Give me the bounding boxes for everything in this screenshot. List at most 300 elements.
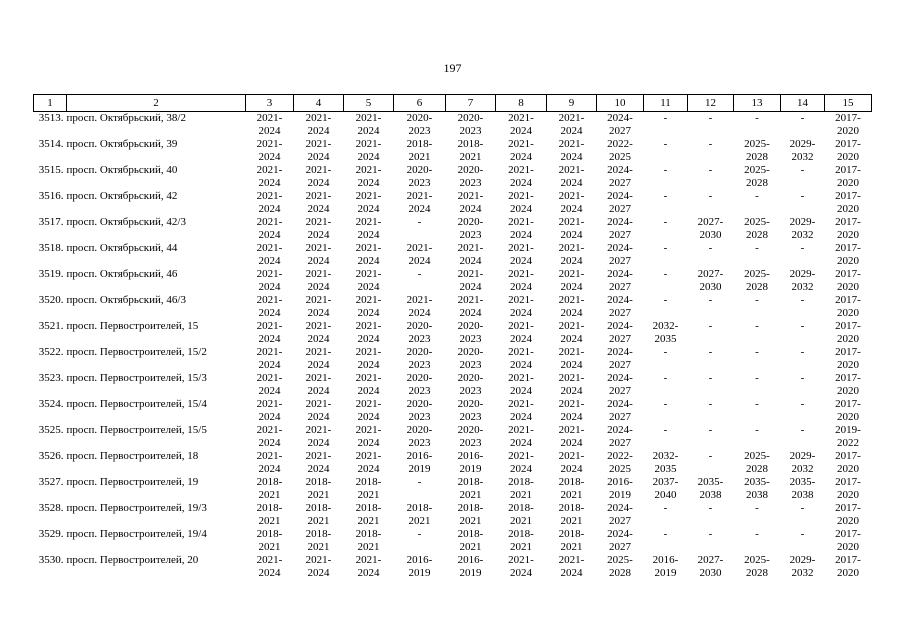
year-range-cell (734, 528, 781, 554)
year-value: 2024 (307, 462, 330, 475)
year-value: 2021- (457, 268, 484, 280)
year-value: 2020- (406, 398, 433, 410)
year-range-cell (644, 294, 688, 320)
table-row (34, 242, 872, 268)
year-value: 2024 (258, 410, 281, 423)
year-value: 2021- (355, 216, 382, 228)
year-range-cell (781, 476, 825, 502)
year-value: 2032 (791, 462, 814, 475)
year-value: 2017- (835, 190, 861, 202)
year-value: 2020 (837, 332, 859, 345)
year-value: 2028 (746, 228, 768, 241)
column-header: 13 (734, 95, 781, 112)
year-value: 2024 (258, 124, 281, 137)
year-value: 2024 (560, 202, 583, 215)
year-value: 2024- (607, 294, 633, 306)
year-range-cell (344, 268, 394, 294)
year-value: - (800, 372, 805, 384)
table-row (34, 294, 872, 320)
year-value: 2018- (508, 476, 534, 488)
year-value: 2018- (508, 502, 534, 514)
row-number: 3514. (38, 138, 64, 150)
year-value: 2021- (256, 554, 283, 566)
year-value: 2021 (408, 150, 431, 163)
year-value: 2021- (256, 450, 283, 462)
year-range-cell (597, 216, 644, 242)
year-range-cell (644, 138, 688, 164)
year-value: 2020- (457, 424, 484, 436)
year-value: 2024 (560, 384, 583, 397)
year-range-cell (547, 112, 597, 139)
year-value: - (663, 528, 668, 540)
year-value: 2021- (508, 164, 534, 176)
year-range-cell (394, 372, 446, 398)
year-range-cell (781, 502, 825, 528)
address: просп. Первостроителей, 19 (66, 476, 199, 488)
year-value: 2024- (607, 112, 633, 124)
year-value: 2024 (258, 280, 281, 293)
year-range-cell (344, 424, 394, 450)
year-value: 2020 (837, 488, 859, 501)
year-value: 2021- (256, 216, 283, 228)
year-range-cell (446, 242, 496, 268)
year-value: 2023 (408, 436, 431, 449)
year-range-cell (496, 268, 547, 294)
year-value: 2024 (510, 124, 532, 137)
year-range-cell (688, 372, 734, 398)
year-value: 2032 (791, 280, 814, 293)
year-value: 2021- (508, 216, 534, 228)
year-value: 2021 (258, 540, 281, 553)
year-range-cell (688, 242, 734, 268)
year-value: 2023 (408, 410, 431, 423)
year-value: 2024 (307, 436, 330, 449)
year-value: 2021- (406, 190, 433, 202)
year-value: - (417, 528, 422, 540)
year-range-cell (597, 138, 644, 164)
year-range-cell (344, 112, 394, 139)
year-value: 2032 (791, 566, 814, 579)
year-value: 2021- (355, 112, 382, 124)
year-range-cell (597, 294, 644, 320)
year-range-cell (825, 294, 872, 320)
year-value: 2024 (357, 566, 380, 579)
year-value: - (708, 528, 713, 540)
year-value: 2018- (355, 476, 382, 488)
table-row (34, 216, 872, 242)
year-value: 2021- (256, 346, 283, 358)
year-value: 2018- (558, 476, 585, 488)
year-value: 2027 (609, 124, 631, 137)
year-value: 2024 (560, 254, 583, 267)
year-value: 2019 (654, 566, 677, 579)
year-value: 2020- (457, 320, 484, 332)
year-range-cell (734, 216, 781, 242)
year-range-cell (688, 190, 734, 216)
year-range-cell (547, 424, 597, 450)
repair-schedule-table (33, 94, 872, 580)
year-range-cell (446, 450, 496, 476)
year-value: 2021- (508, 294, 534, 306)
year-value: - (800, 346, 805, 358)
year-value: 2018- (256, 502, 283, 514)
year-range-cell (294, 554, 344, 580)
year-value: 2021- (558, 424, 585, 436)
year-value: - (755, 294, 759, 306)
year-value: 2021- (256, 138, 283, 150)
year-value: 2021- (508, 242, 534, 254)
year-value: 2021 (560, 540, 583, 553)
year-value: 2021- (305, 242, 332, 254)
year-range-cell (394, 346, 446, 372)
year-value: - (708, 164, 713, 176)
year-value: 2024 (258, 176, 281, 189)
year-value: - (755, 190, 759, 202)
year-value: 2021- (256, 398, 283, 410)
year-range-cell (394, 294, 446, 320)
year-value: 2021- (558, 398, 585, 410)
year-range-cell (344, 398, 394, 424)
year-value: 2024 (408, 202, 431, 215)
table-body (34, 112, 872, 581)
year-range-cell (688, 450, 734, 476)
year-value: 2027 (609, 358, 631, 371)
year-value: 2024 (459, 254, 482, 267)
year-range-cell (644, 554, 688, 580)
year-range-cell (734, 502, 781, 528)
year-value: 2020 (837, 462, 859, 475)
year-value: 2030 (699, 280, 722, 293)
year-value: 2017- (835, 320, 861, 332)
year-range-cell (644, 424, 688, 450)
year-value: 2029- (789, 554, 816, 566)
year-range-cell (825, 476, 872, 502)
year-value: 2020 (837, 410, 859, 423)
year-range-cell (644, 112, 688, 139)
column-header: 4 (294, 95, 344, 112)
year-range-cell (294, 242, 344, 268)
year-value: - (708, 424, 713, 436)
year-range-cell (734, 138, 781, 164)
year-value: 2021- (558, 138, 585, 150)
year-range-cell (825, 398, 872, 424)
year-value: 2027 (609, 332, 631, 345)
address: просп. Первостроителей, 15/3 (66, 372, 207, 384)
year-value: 2024- (607, 164, 633, 176)
year-value: 2021 (357, 514, 380, 527)
year-value: 2021 (258, 514, 281, 527)
year-range-cell (597, 424, 644, 450)
year-value: - (663, 346, 668, 358)
year-value: 2024 (307, 384, 330, 397)
year-value: 2027- (697, 554, 724, 566)
year-value: 2024 (510, 176, 532, 189)
year-range-cell (344, 138, 394, 164)
year-value: 2018- (256, 476, 283, 488)
year-range-cell (734, 476, 781, 502)
year-value: - (708, 294, 713, 306)
year-range-cell (496, 294, 547, 320)
year-value: 2023 (408, 124, 431, 137)
year-value: - (800, 190, 805, 202)
column-header: 2 (67, 95, 246, 112)
year-range-cell (246, 216, 294, 242)
year-range-cell (597, 268, 644, 294)
year-range-cell (644, 372, 688, 398)
year-value: 2025- (744, 268, 770, 280)
year-range-cell (547, 268, 597, 294)
year-value: 2021- (355, 372, 382, 384)
year-value: 2024 (307, 332, 330, 345)
column-header: 5 (344, 95, 394, 112)
year-value: 2021- (355, 294, 382, 306)
year-range-cell (294, 398, 344, 424)
table-row (34, 398, 872, 424)
year-value: 2020- (406, 346, 433, 358)
year-value: 2017- (835, 216, 861, 228)
year-value: 2017- (835, 528, 861, 540)
year-value: 2028 (746, 176, 768, 189)
year-range-cell (246, 372, 294, 398)
year-value: - (755, 502, 759, 514)
year-value: 2024 (307, 150, 330, 163)
year-value: 2017- (835, 138, 861, 150)
year-range-cell (394, 190, 446, 216)
year-value: 2038 (791, 488, 814, 501)
year-value: 2024 (510, 150, 532, 163)
year-range-cell (688, 424, 734, 450)
year-range-cell (781, 112, 825, 139)
year-value: - (663, 138, 668, 150)
year-value: 2025- (744, 164, 770, 176)
year-range-cell (825, 138, 872, 164)
row-number: 3529. (38, 528, 64, 540)
year-range-cell (344, 294, 394, 320)
year-range-cell (644, 320, 688, 346)
year-value: 2024 (560, 358, 583, 371)
year-range-cell (394, 320, 446, 346)
year-range-cell (644, 502, 688, 528)
year-value: 2021- (457, 190, 484, 202)
year-value: 2019 (609, 488, 631, 501)
address: просп. Первостроителей, 15 (66, 320, 199, 332)
year-range-cell (597, 320, 644, 346)
year-value: 2024 (560, 124, 583, 137)
year-range-cell (294, 372, 344, 398)
year-value: 2028 (609, 566, 631, 579)
year-range-cell (496, 138, 547, 164)
year-range-cell (446, 346, 496, 372)
year-range-cell (344, 216, 394, 242)
column-header: 1 (34, 95, 67, 112)
year-value: 2024 (408, 254, 431, 267)
year-value: 2021- (558, 554, 585, 566)
year-value: 2022- (607, 138, 633, 150)
year-value: 2021- (305, 112, 332, 124)
year-value: 2018- (355, 528, 382, 540)
year-range-cell (734, 112, 781, 139)
address: просп. Октябрьский, 46 (66, 268, 178, 280)
year-range-cell (597, 242, 644, 268)
year-range-cell (734, 320, 781, 346)
year-value: - (755, 320, 759, 332)
table-row (34, 554, 872, 580)
year-range-cell (246, 502, 294, 528)
row-number: 3517. (38, 216, 64, 228)
year-range-cell (597, 372, 644, 398)
year-range-cell (688, 554, 734, 580)
year-value: 2027 (609, 540, 631, 553)
address: просп. Октябрьский, 39 (66, 138, 178, 150)
year-value: 2038 (699, 488, 722, 501)
year-range-cell (825, 528, 872, 554)
year-value: 2024 (357, 150, 380, 163)
year-value: 2022 (837, 436, 859, 449)
year-value: 2024 (510, 462, 532, 475)
year-range-cell (547, 190, 597, 216)
year-value: 2021- (355, 450, 382, 462)
year-range-cell (246, 528, 294, 554)
year-value: 2018- (305, 502, 332, 514)
year-value: 2019 (408, 566, 431, 579)
year-value: 2021- (305, 320, 332, 332)
year-value: 2024 (357, 436, 380, 449)
year-value: 2021- (558, 450, 585, 462)
year-range-cell (734, 268, 781, 294)
year-range-cell (246, 112, 294, 139)
year-value: 2024 (357, 254, 380, 267)
year-value: 2024 (510, 566, 532, 579)
year-range-cell (344, 242, 394, 268)
year-value: 2021- (256, 242, 283, 254)
year-value: 2020- (457, 346, 484, 358)
year-value: 2024- (607, 372, 633, 384)
year-value: - (755, 346, 759, 358)
year-range-cell (446, 372, 496, 398)
year-range-cell (597, 190, 644, 216)
year-value: - (663, 294, 668, 306)
year-value: 2035 (654, 332, 677, 345)
year-range-cell (825, 242, 872, 268)
year-range-cell (246, 164, 294, 190)
year-range-cell (734, 242, 781, 268)
year-value: 2024 (307, 280, 330, 293)
year-value: 2021- (305, 424, 332, 436)
year-value: - (755, 398, 759, 410)
year-range-cell (547, 294, 597, 320)
year-value: 2021 (510, 540, 532, 553)
year-value: 2023 (459, 358, 482, 371)
year-value: - (708, 372, 713, 384)
year-value: 2021- (305, 372, 332, 384)
year-value: 2018- (355, 502, 382, 514)
year-range-cell (344, 528, 394, 554)
year-range-cell (246, 476, 294, 502)
table-row (34, 372, 872, 398)
year-value: 2021- (355, 320, 382, 332)
year-range-cell (644, 398, 688, 424)
column-header: 12 (688, 95, 734, 112)
year-value: 2020 (837, 228, 859, 241)
year-value: 2023 (408, 176, 431, 189)
year-value: 2021 (307, 488, 330, 501)
year-range-cell (597, 476, 644, 502)
year-value: 2016- (406, 554, 433, 566)
year-range-cell (781, 554, 825, 580)
year-range-cell (825, 164, 872, 190)
year-value: 2024 (560, 436, 583, 449)
year-value: 2025- (744, 216, 770, 228)
year-value: 2019 (459, 462, 482, 475)
year-value: 2027 (609, 410, 631, 423)
year-range-cell (246, 320, 294, 346)
year-value: - (800, 242, 805, 254)
year-value: - (663, 268, 668, 280)
year-value: 2021- (256, 320, 283, 332)
year-range-cell (825, 216, 872, 242)
year-value: 2021 (459, 150, 482, 163)
year-value: 2021- (355, 164, 382, 176)
year-value: 2024 (258, 462, 281, 475)
year-range-cell (344, 450, 394, 476)
year-value: 2027 (609, 306, 631, 319)
year-value: 2024 (510, 436, 532, 449)
year-value: 2023 (459, 176, 482, 189)
year-range-cell (688, 216, 734, 242)
year-value: 2024 (258, 384, 281, 397)
year-range-cell (644, 450, 688, 476)
year-range-cell (781, 450, 825, 476)
row-number: 3523. (38, 372, 64, 384)
year-value: 2021- (558, 112, 585, 124)
year-range-cell (394, 398, 446, 424)
year-value: 2027 (609, 228, 631, 241)
year-range-cell (246, 398, 294, 424)
year-value: 2024- (607, 216, 633, 228)
year-value: 2021- (305, 294, 332, 306)
column-header: 14 (781, 95, 825, 112)
year-range-cell (496, 216, 547, 242)
year-range-cell (394, 476, 446, 502)
year-range-cell (294, 190, 344, 216)
year-range-cell (547, 346, 597, 372)
year-value: - (800, 294, 805, 306)
year-value: 2017- (835, 346, 861, 358)
row-number: 3530. (38, 554, 64, 566)
year-range-cell (394, 112, 446, 139)
year-range-cell (597, 502, 644, 528)
year-value: 2024- (607, 424, 633, 436)
row-number: 3527. (38, 476, 64, 488)
year-range-cell (597, 528, 644, 554)
year-range-cell (496, 164, 547, 190)
year-value: 2030 (699, 228, 722, 241)
page-number: 197 (443, 61, 462, 75)
year-value: 2027 (609, 384, 631, 397)
year-value: - (708, 320, 713, 332)
year-value: - (663, 372, 668, 384)
year-value: 2021- (355, 346, 382, 358)
year-value: 2018- (305, 528, 332, 540)
year-value: 2024 (357, 202, 380, 215)
year-value: 2021- (256, 268, 283, 280)
year-value: 2021- (508, 398, 534, 410)
column-header: 10 (597, 95, 644, 112)
address: просп. Первостроителей, 15/2 (66, 346, 207, 358)
year-value: 2024 (510, 332, 532, 345)
year-value: 2024 (258, 228, 281, 241)
year-value: 2021- (305, 190, 332, 202)
